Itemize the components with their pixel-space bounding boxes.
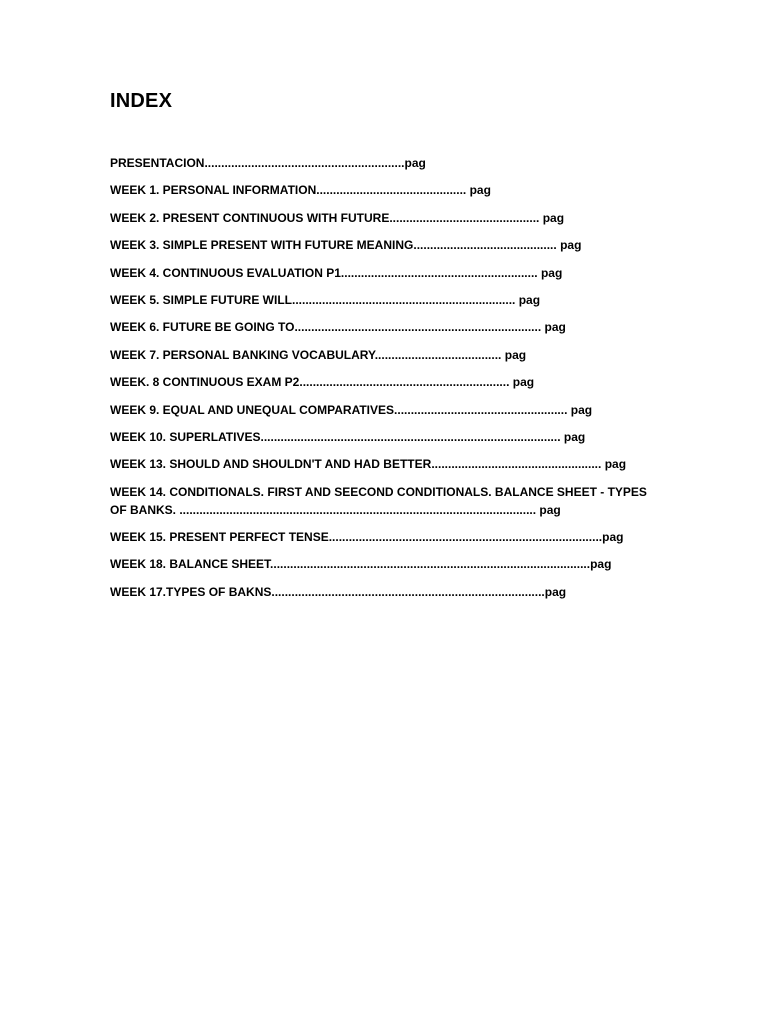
toc-entry-text: WEEK 5. SIMPLE FUTURE WILL bbox=[110, 292, 292, 307]
toc-entry bbox=[110, 528, 655, 546]
toc-entry-text: WEEK 17.TYPES OF BAKNS bbox=[110, 584, 272, 599]
toc-entry-text: WEEK. 8 CONTINUOUS EXAM P2 bbox=[110, 375, 300, 390]
toc-page-label: pag bbox=[466, 183, 491, 198]
toc-leader-dots: ................................................................................................ bbox=[270, 557, 591, 572]
toc-entry-text: WEEK 13. SHOULD AND SHOULDN'T AND HAD BETTER bbox=[110, 457, 432, 472]
toc-leader-dots: ........................................... bbox=[413, 238, 557, 253]
toc-entry bbox=[110, 264, 655, 282]
toc-page-label: pag bbox=[536, 502, 561, 517]
toc-leader-dots: .................................................... bbox=[394, 402, 568, 417]
toc-entry bbox=[110, 154, 655, 172]
toc-page-label: pag bbox=[537, 265, 563, 280]
toc-leader-dots: ............................................................... bbox=[299, 375, 510, 390]
toc-page-label: pag bbox=[404, 156, 426, 170]
toc-entry-text: WEEK 3. SIMPLE PRESENT WITH FUTURE MEANING bbox=[110, 238, 414, 253]
toc-entry bbox=[110, 401, 655, 419]
toc-leader-dots: .................................................................................. bbox=[271, 584, 545, 599]
toc-entry bbox=[110, 181, 655, 199]
toc-leader-dots: .................................................................................. bbox=[328, 530, 603, 545]
toc-leader-dots: ................................................... bbox=[431, 457, 602, 472]
toc-page-label: pag bbox=[541, 320, 566, 335]
toc-entry bbox=[110, 236, 655, 254]
toc-page-label: pag bbox=[567, 402, 593, 417]
toc-page-label: pag bbox=[509, 375, 535, 390]
toc-entry-text: WEEK 6. FUTURE BE GOING TO bbox=[110, 320, 295, 335]
toc-entry bbox=[110, 318, 655, 336]
toc-page-label: pag bbox=[501, 347, 527, 362]
toc-page-label: pag bbox=[515, 292, 541, 307]
toc-entry-text: WEEK 9. EQUAL AND UNEQUAL COMPARATIVES bbox=[110, 402, 395, 417]
toc-entry-text: WEEK 4. CONTINUOUS EVALUATION P1 bbox=[110, 265, 341, 280]
toc-entry bbox=[110, 583, 655, 601]
toc-entry-text: WEEK 1. PERSONAL INFORMATION bbox=[110, 183, 317, 198]
toc-leader-dots: ...................................... bbox=[374, 347, 502, 362]
toc-entry bbox=[110, 291, 655, 309]
toc-leader-dots: .......................................................................................... bbox=[260, 429, 561, 444]
toc-entry-text: WEEK 10. SUPERLATIVES bbox=[110, 429, 261, 444]
toc-entry-text: WEEK 18. BALANCE SHEET bbox=[110, 557, 271, 572]
toc-entry-text: PRESENTACION bbox=[110, 156, 205, 170]
toc-entry-text: WEEK 15. PRESENT PERFECT TENSE bbox=[110, 530, 329, 545]
toc-entry bbox=[110, 428, 655, 446]
toc-entry bbox=[110, 209, 655, 227]
toc-page-label: pag bbox=[601, 457, 627, 472]
toc-leader-dots: ........................................................... bbox=[340, 265, 538, 280]
toc-page-label: pag bbox=[556, 238, 582, 253]
toc-leader-dots: ................................................................... bbox=[292, 292, 516, 307]
toc-entry-text: WEEK 2. PRESENT CONTINUOUS WITH FUTURE bbox=[110, 210, 390, 225]
toc-entry bbox=[110, 455, 655, 473]
toc-leader-dots: .......................................................................... bbox=[294, 320, 542, 335]
toc-leader-dots: ............................................. bbox=[316, 183, 467, 198]
toc-page-label: pag bbox=[544, 584, 567, 599]
table-of-contents bbox=[110, 154, 655, 610]
toc-entry bbox=[110, 555, 655, 573]
toc-page-label: pag bbox=[560, 429, 586, 444]
toc-leader-dots: ............................................................ bbox=[204, 156, 405, 170]
toc-entry bbox=[110, 483, 655, 519]
toc-page-label: pag bbox=[539, 210, 565, 225]
toc-entry-text: WEEK 7. PERSONAL BANKING VOCABULARY bbox=[110, 347, 375, 362]
toc-leader-dots: ............................................. bbox=[389, 210, 540, 225]
index-title: INDEX bbox=[110, 90, 173, 112]
toc-entry bbox=[110, 346, 655, 364]
toc-page-label: pag bbox=[590, 557, 612, 572]
toc-entry bbox=[110, 373, 655, 391]
toc-entry-text: WEEK 14. CONDITIONALS. FIRST AND SEECOND CONDITIONALS. BALANCE SHEET - TYPES OF BANKS. bbox=[110, 484, 647, 517]
toc-page-label: pag bbox=[602, 530, 624, 545]
toc-leader-dots: ........................................................................................................... bbox=[179, 502, 537, 517]
